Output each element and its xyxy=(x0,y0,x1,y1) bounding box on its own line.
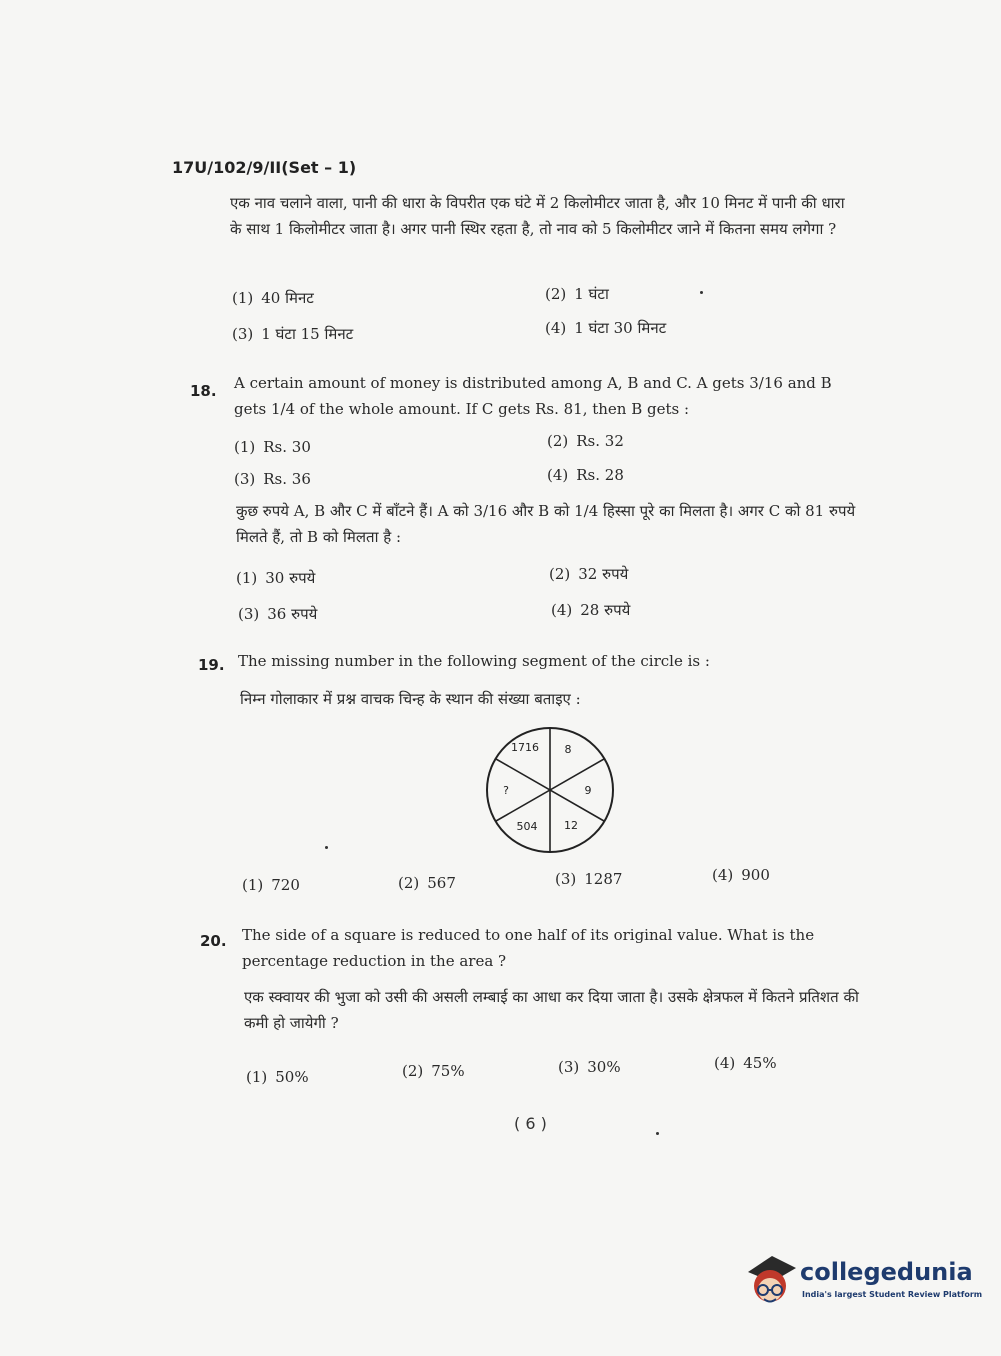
scan-speck xyxy=(700,291,703,294)
option-text: 28 रुपये xyxy=(580,601,631,619)
option-number: (3) xyxy=(234,470,256,488)
option-number: (1) xyxy=(232,289,254,307)
q18-option-2-en[interactable] xyxy=(547,432,624,450)
brand-name: collegedunia xyxy=(800,1258,973,1286)
q17-option-3[interactable] xyxy=(232,324,353,344)
collegedunia-watermark xyxy=(742,1252,983,1312)
mascot-icon xyxy=(742,1252,798,1310)
q19-option-4[interactable] xyxy=(712,866,770,884)
segment-value: 12 xyxy=(564,819,578,832)
q17-option-4[interactable] xyxy=(545,318,666,338)
page-number: ( 6 ) xyxy=(514,1114,547,1133)
option-text: 900 xyxy=(741,866,770,884)
q18-option-2-hi[interactable] xyxy=(549,564,628,584)
segment-value-missing: ? xyxy=(503,784,509,797)
option-text: 1287 xyxy=(584,870,623,888)
option-number: (3) xyxy=(555,870,577,888)
option-number: (1) xyxy=(242,876,264,894)
option-number: (3) xyxy=(558,1058,580,1076)
option-text: Rs. 30 xyxy=(263,438,311,456)
option-number: (2) xyxy=(402,1062,424,1080)
option-text: 1 घंटा xyxy=(574,285,609,303)
option-number: (2) xyxy=(547,432,569,450)
q18-option-1-en[interactable] xyxy=(234,438,311,456)
option-text: 30 रुपये xyxy=(265,569,316,587)
segment-value: 504 xyxy=(516,820,538,833)
option-text: 36 रुपये xyxy=(267,605,318,623)
q20-english-text: The side of a square is reduced to one half of its original value. What is the percentage reduction in the area ? xyxy=(242,926,815,970)
q19-number: 19. xyxy=(198,656,225,674)
option-text: 1 घंटा 30 मिनट xyxy=(574,319,667,337)
q19-option-2[interactable] xyxy=(398,874,456,892)
scan-speck xyxy=(656,1132,659,1135)
q20-number: 20. xyxy=(200,932,227,950)
q17-hindi-text: एक नाव चलाने वाला, पानी की धारा के विपरीत एक घंटे में 2 किलोमीटर जाता है, और 10 मिनट में पानी की धारा के साथ 1 किलोमीटर जाता है। अगर पानी स्थिर रहता है, तो नाव को 5 किलोमीटर जाने में कितना समय लगेगा ? xyxy=(230,194,845,238)
option-number: (4) xyxy=(547,466,569,484)
option-number: (4) xyxy=(551,601,573,619)
q18-option-3-hi[interactable] xyxy=(238,604,317,624)
q18-option-3-en[interactable] xyxy=(234,470,311,488)
q18-hindi-text: कुछ रुपये A, B और C में बाँटने हैं। A को 3/16 और B को 1/4 हिस्सा पूरे का मिलता है। अगर C को 81 रुपये मिलते हैं, तो B को मिलता है : xyxy=(236,502,856,546)
option-number: (2) xyxy=(545,285,567,303)
option-text: 50% xyxy=(275,1068,309,1086)
q18-english-text: A certain amount of money is distributed among A, B and C. A gets 3/16 and B gets 1/4 of the whole amount. If C gets Rs. 81, then B gets : xyxy=(234,374,832,418)
q19-option-3[interactable] xyxy=(555,870,622,888)
option-number: (3) xyxy=(232,325,254,343)
option-number: (1) xyxy=(246,1068,268,1086)
option-number: (2) xyxy=(549,565,571,583)
option-number: (1) xyxy=(236,569,258,587)
option-text: 32 रुपये xyxy=(578,565,629,583)
q18-option-1-hi[interactable] xyxy=(236,568,315,588)
option-number: (3) xyxy=(238,605,260,623)
q17-option-1[interactable] xyxy=(232,288,314,308)
segment-value: 8 xyxy=(564,743,572,756)
q20-option-1[interactable] xyxy=(246,1068,309,1086)
segment-circle-figure xyxy=(480,724,620,860)
option-number: (2) xyxy=(398,874,420,892)
option-text: 45% xyxy=(743,1054,777,1072)
option-text: 75% xyxy=(431,1062,465,1080)
q18-number: 18. xyxy=(190,382,217,400)
q19-english-text: The missing number in the following segment of the circle is : xyxy=(238,652,710,670)
option-number: (4) xyxy=(714,1054,736,1072)
segment-value: 1716 xyxy=(511,741,539,754)
option-text: Rs. 28 xyxy=(576,466,624,484)
option-number: (4) xyxy=(545,319,567,337)
paper-code: 17U/102/9/II(Set – 1) xyxy=(172,158,357,177)
option-text: 567 xyxy=(427,874,456,892)
q18-option-4-en[interactable] xyxy=(547,466,624,484)
brand-tagline: India's largest Student Review Platform xyxy=(802,1290,983,1299)
q19-option-1[interactable] xyxy=(242,876,300,894)
q18-option-4-hi[interactable] xyxy=(551,600,630,620)
q20-option-4[interactable] xyxy=(714,1054,777,1072)
q20-hindi-text: एक स्क्वायर की भुजा को उसी की असली लम्बाई का आधा कर दिया जाता है। उसके क्षेत्रफल में कितने प्रतिशत की कमी हो जायेगी ? xyxy=(244,988,859,1032)
option-text: Rs. 36 xyxy=(263,470,311,488)
option-text: Rs. 32 xyxy=(576,432,624,450)
option-number: (4) xyxy=(712,866,734,884)
scan-speck xyxy=(325,846,328,849)
q20-option-2[interactable] xyxy=(402,1062,465,1080)
segment-value: 9 xyxy=(584,784,592,797)
q17-option-2[interactable] xyxy=(545,284,609,304)
option-text: 1 घंटा 15 मिनट xyxy=(261,325,354,343)
option-number: (1) xyxy=(234,438,256,456)
q20-option-3[interactable] xyxy=(558,1058,621,1076)
option-text: 40 मिनट xyxy=(261,289,314,307)
q19-hindi-text: निम्न गोलाकार में प्रश्न वाचक चिन्ह के स्थान की संख्या बताइए : xyxy=(240,690,581,708)
option-text: 720 xyxy=(271,876,300,894)
option-text: 30% xyxy=(587,1058,621,1076)
